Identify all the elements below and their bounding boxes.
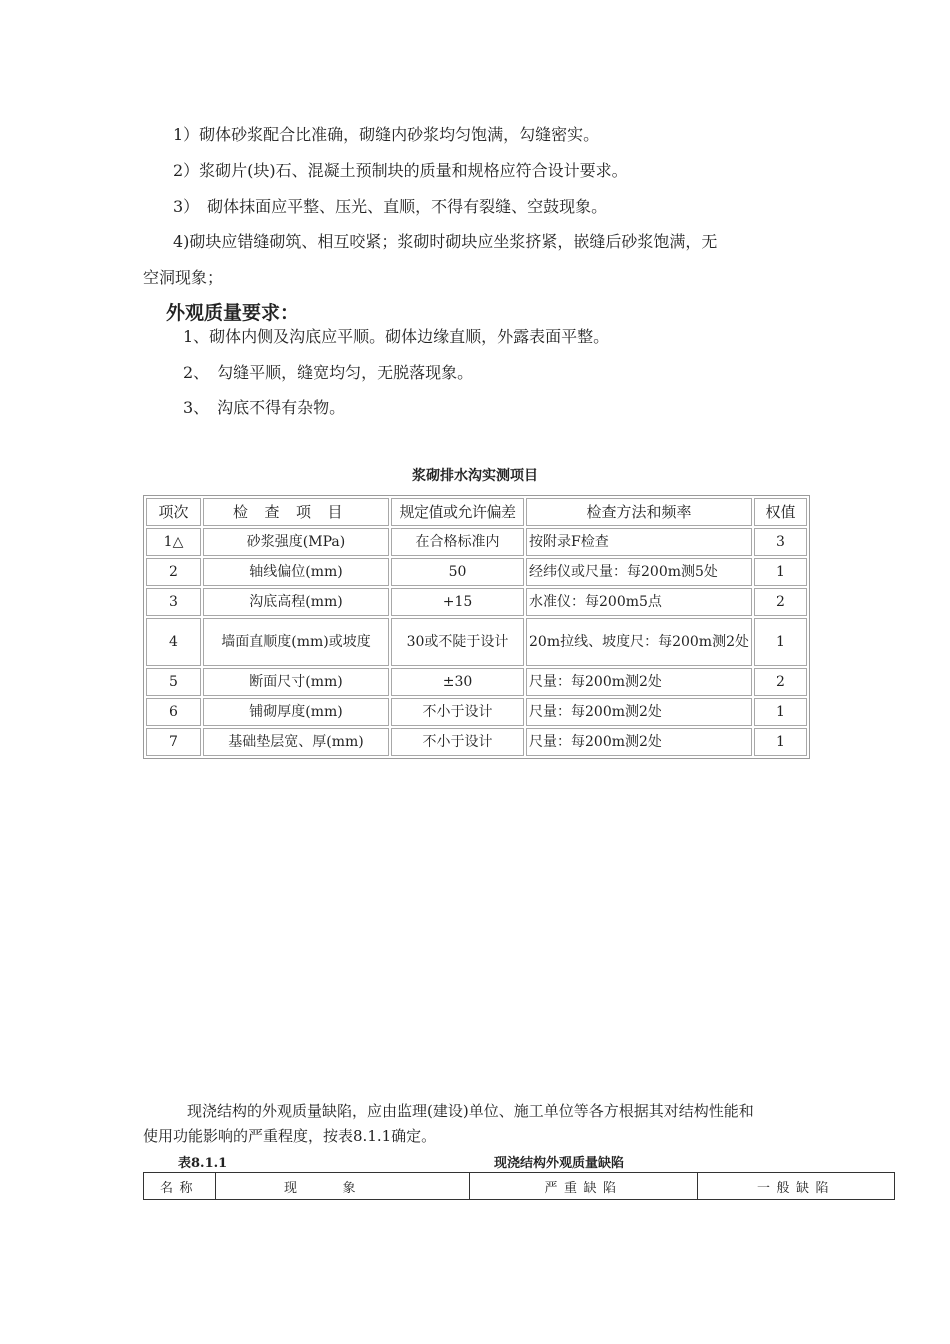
appearance-heading: 外观质量要求： xyxy=(166,302,300,324)
table-row xyxy=(146,618,807,666)
table-header-row xyxy=(146,498,807,526)
table-row xyxy=(146,728,807,756)
table-cell: 在合格标准内 xyxy=(391,528,524,556)
header-cell: 现象 xyxy=(216,1173,470,1200)
header-cell: 检查方法和频率 xyxy=(526,498,752,526)
table-cell: 2 xyxy=(146,558,201,586)
paragraph-stone-quality: 2）浆砌片(块)石、混凝土预制块的质量和规格应符合设计要求。 xyxy=(173,161,628,180)
table-cell: 1 xyxy=(754,558,807,586)
cast-paragraph-line2: 使用功能影响的严重程度，按表8.1.1确定。 xyxy=(143,1127,437,1145)
table-cell: ±30 xyxy=(391,668,524,696)
table-cell: 7 xyxy=(146,728,201,756)
header-cell: 一般缺陷 xyxy=(698,1173,895,1200)
table-cell: 尺量：每200m测2处 xyxy=(526,728,752,756)
table-cell: +15 xyxy=(391,588,524,616)
header-cell: 权值 xyxy=(754,498,807,526)
table-cell: 4 xyxy=(146,618,201,666)
defects-table-title: 现浇结构外观质量缺陷 xyxy=(494,1156,625,1171)
table-cell: 轴线偏位(mm) xyxy=(203,558,389,586)
paragraph-block-joints-line1: 4)砌块应错缝砌筑、相互咬紧；浆砌时砌块应坐浆挤紧，嵌缝后砂浆饱满，无 xyxy=(173,232,718,251)
defects-header-row xyxy=(144,1173,895,1200)
table-cell: 按附录F检查 xyxy=(526,528,752,556)
table-cell: 20m拉线、坡度尺：每200m测2处 xyxy=(526,618,752,666)
defects-table xyxy=(143,1172,895,1200)
table-cell: 尺量：每200m测2处 xyxy=(526,698,752,726)
table-cell: 断面尺寸(mm) xyxy=(203,668,389,696)
table-row xyxy=(146,558,807,586)
table-cell: 不小于设计 xyxy=(391,728,524,756)
table-cell: 不小于设计 xyxy=(391,698,524,726)
appearance-item-1: 1、砌体内侧及沟底应平顺。砌体边缘直顺，外露表面平整。 xyxy=(183,327,610,346)
table-cell: 1 xyxy=(754,728,807,756)
table-cell: 2 xyxy=(754,588,807,616)
table-cell: 2 xyxy=(754,668,807,696)
defects-table-number: 表8.1.1 xyxy=(178,1156,228,1171)
table-row xyxy=(146,668,807,696)
table-cell: 沟底高程(mm) xyxy=(203,588,389,616)
table-cell: 尺量：每200m测2处 xyxy=(526,668,752,696)
table-cell: 1 xyxy=(754,698,807,726)
header-cell: 项次 xyxy=(146,498,201,526)
cast-paragraph-line1: 现浇结构的外观质量缺陷，应由监理(建设)单位、施工单位等各方根据其对结构性能和 xyxy=(187,1102,754,1120)
table-cell: 3 xyxy=(146,588,201,616)
table-cell: 墙面直顺度(mm)或坡度 xyxy=(203,618,389,666)
table-cell: 经纬仪或尺量：每200m测5处 xyxy=(526,558,752,586)
paragraph-surface-finish: 3） 砌体抹面应平整、压光、直顺，不得有裂缝、空鼓现象。 xyxy=(173,197,608,216)
table-row xyxy=(146,588,807,616)
header-cell: 严重缺陷 xyxy=(470,1173,698,1200)
table-row xyxy=(146,528,807,556)
header-cell: 名称 xyxy=(144,1173,216,1200)
appearance-item-2: 2、 勾缝平顺，缝宽均匀，无脱落现象。 xyxy=(183,363,474,382)
table-cell: 3 xyxy=(754,528,807,556)
table-cell: 1 xyxy=(754,618,807,666)
paragraph-mortar-mix: 1）砌体砂浆配合比准确，砌缝内砂浆均匀饱满，勾缝密实。 xyxy=(173,125,600,144)
table-cell: 基础垫层宽、厚(mm) xyxy=(203,728,389,756)
inspection-table-title: 浆砌排水沟实测项目 xyxy=(412,468,538,484)
table-cell: 1△ xyxy=(146,528,201,556)
table-cell: 30或不陡于设计 xyxy=(391,618,524,666)
table-cell: 砂浆强度(MPa) xyxy=(203,528,389,556)
table-cell: 铺砌厚度(mm) xyxy=(203,698,389,726)
table-cell: 5 xyxy=(146,668,201,696)
paragraph-block-joints-line2: 空洞现象； xyxy=(143,268,224,287)
header-cell: 规定值或允许偏差 xyxy=(391,498,524,526)
table-row xyxy=(146,698,807,726)
header-cell: 检查项目 xyxy=(203,498,389,526)
table-cell: 水准仪：每200m5点 xyxy=(526,588,752,616)
inspection-table xyxy=(143,495,810,759)
table-cell: 6 xyxy=(146,698,201,726)
table-cell: 50 xyxy=(391,558,524,586)
appearance-item-3: 3、 沟底不得有杂物。 xyxy=(183,398,346,417)
